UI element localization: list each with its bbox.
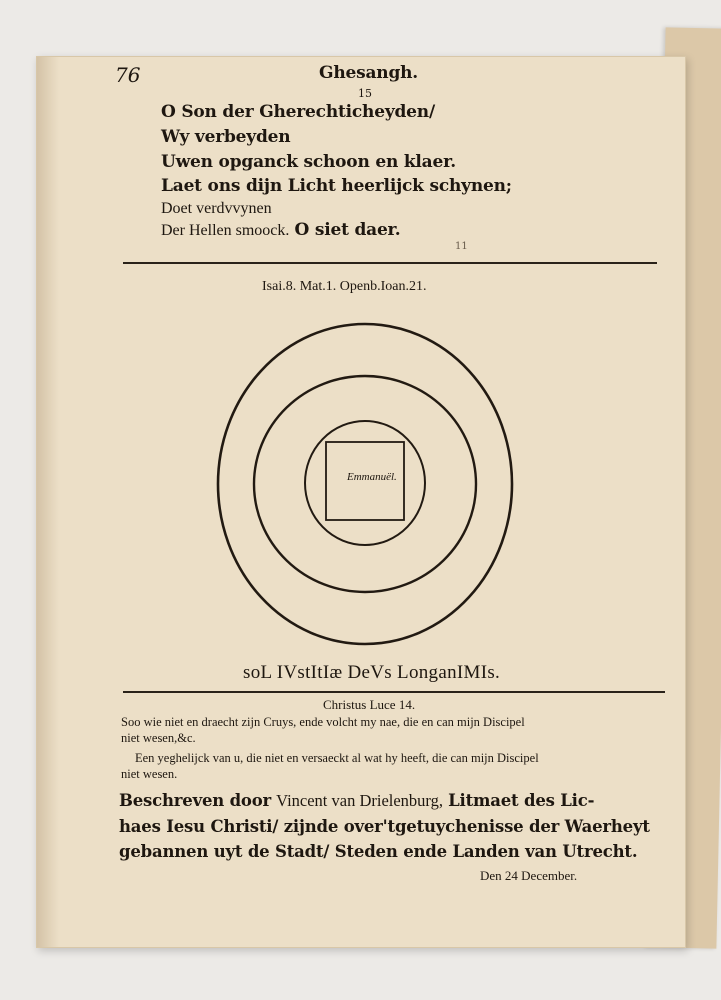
closing-date: Den 24 December.: [480, 868, 578, 883]
chronogram: soL IVstItIæ DeVs LonganIMIs.: [243, 662, 501, 683]
binding-shadow: [37, 57, 59, 947]
lower-rule: [123, 691, 665, 693]
quote-reference: Christus Luce 14.: [323, 697, 416, 712]
emmanuel-label: Emmanuël.: [347, 471, 397, 483]
hymn-line-6-black: O siet daer.: [294, 220, 401, 240]
running-title: Ghesangh.: [319, 63, 419, 83]
marginal-number: 11: [455, 241, 468, 252]
middle-circle: [254, 376, 476, 592]
book-page: [36, 56, 686, 948]
quote-2-line-1: Een yeghelijck van u, die niet en versaeckt al wat hy heeft, die can mijn Discipel: [135, 751, 539, 765]
closing-line-1-black-end: Litmaet des Lic-: [448, 791, 595, 810]
page-number: 76: [115, 63, 141, 87]
inner-circle: [305, 421, 425, 545]
upper-rule: [123, 262, 657, 264]
quote-1-line-2: niet wesen,&c.: [121, 731, 196, 745]
scripture-references: Isai.8. Mat.1. Openb.Ioan.21.: [262, 279, 427, 294]
hymn-line-6: [161, 220, 400, 240]
hymn-line-4: Laet ons dijn Licht heerlijck schynen;: [161, 176, 512, 196]
quote-1-line-1: Soo wie niet en draecht zijn Cruys, ende volcht my nae, die en can mijn Discipel: [121, 715, 525, 729]
closing-line-3: gebannen uyt de Stadt/ Steden ende Landen van Utrecht.: [119, 842, 638, 861]
quote-2-line-2: niet wesen.: [121, 767, 178, 781]
hymn-line-6-roman: Der Hellen smoock.: [161, 222, 290, 239]
hymn-line-3: Uwen opganck schoon en klaer.: [161, 152, 457, 172]
closing-line-1: [119, 791, 594, 811]
closing-line-1-black-start: Beschreven door: [119, 791, 272, 810]
hymn-line-5: Doet verdvvynen: [161, 200, 272, 217]
hymn-number: 15: [358, 87, 372, 100]
outer-circle: [218, 324, 512, 644]
closing-line-2: haes Iesu Christi/ zijnde over'tgetuychenisse der Waerheyt: [119, 817, 650, 836]
hymn-line-1: O Son der Gherechticheyden/: [161, 102, 435, 122]
hymn-line-2: Wy verbeyden: [161, 127, 291, 147]
closing-line-1-name: Vincent van Drielenburg,: [276, 791, 444, 810]
